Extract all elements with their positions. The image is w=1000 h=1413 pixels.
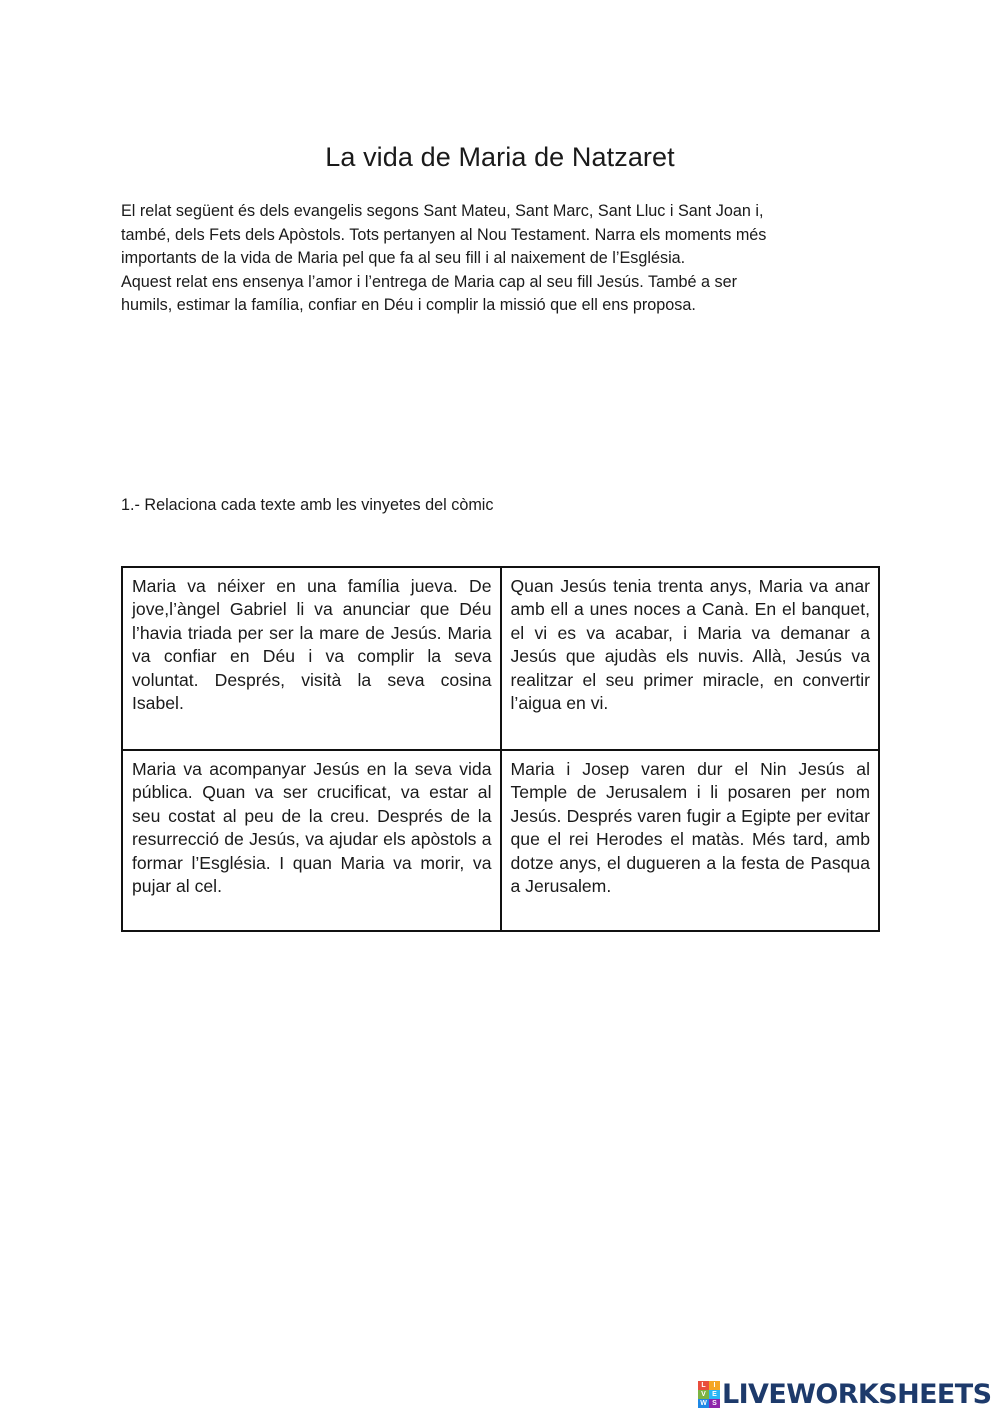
intro-line: El relat següent és dels evangelis segons Sant Mateu, Sant Marc, Sant Lluc i Sant Joan i, xyxy=(121,202,764,220)
logo-tile: I xyxy=(709,1381,720,1390)
text-box-temple: Maria i Josep varen dur el Nin Jesús al Temple de Jerusalem i li posaren per nom Jesús. Després varen fugir a Egipte per evitar que el rei Herodes el matàs. Més tard, amb dotze anys, el dugueren a la festa de Pasqua a Jerusalem. xyxy=(501,750,880,931)
intro-line: importants de la vida de Maria pel que fa al seu fill i al naixement de l’Església. xyxy=(121,249,686,268)
table-row xyxy=(122,567,879,750)
logo-tile: L xyxy=(698,1381,709,1390)
logo-tile: W xyxy=(698,1399,709,1408)
intro-line: humils, estimar la família, confiar en Déu i complir la missió que ell ens proposa. xyxy=(121,296,696,315)
page-title: La vida de Maria de Natzaret xyxy=(325,142,675,172)
liveworksheets-logo-icon xyxy=(698,1381,720,1408)
text-box-annunciation: Maria va néixer en una família jueva. De jove,l’àngel Gabriel li va anunciar que Déu l’havia triada per ser la mare de Jesús. Maria va confiar en Déu i va complir la seva voluntat. Després, visità la seva cosina Isabel. xyxy=(122,567,501,750)
intro-text xyxy=(121,200,881,318)
intro-line: també, dels Fets dels Apòstols. Tots pertanyen al Nou Testament. Narra els moments més xyxy=(121,225,767,244)
liveworksheets-brand xyxy=(698,1377,991,1411)
text-box-wedding-cana: Quan Jesús tenia trenta anys, Maria va anar amb ell a unes noces a Canà. En el banquet, el vi es va acabar, i Maria va demanar a Jesús que ajudàs els nuvis. Allà, Jesús va realitzar el seu primer miracle, en convertir l’aigua en vi. xyxy=(501,567,880,750)
logo-tile: S xyxy=(709,1399,720,1408)
logo-tile: E xyxy=(709,1390,720,1399)
logo-tile: V xyxy=(698,1390,709,1399)
intro-line: Aquest relat ens ensenya l’amor i l’entrega de Maria cap al seu fill Jesús. També a ser xyxy=(121,272,738,291)
text-box-crucifixion: Maria va acompanyar Jesús en la seva vida pública. Quan va ser crucificat, va estar al seu costat al peu de la creu. Després de la resurrecció de Jesús, va ajudar els apòstols a formar l’Església. I quan Maria va morir, va pujar al cel. xyxy=(122,750,501,931)
brand-name: LIVEWORKSHEETS xyxy=(722,1378,992,1410)
exercise-instruction: 1.- Relaciona cada texte amb les vinyetes del còmic xyxy=(121,496,494,514)
table-row xyxy=(122,750,879,931)
text-boxes-table xyxy=(121,566,880,932)
